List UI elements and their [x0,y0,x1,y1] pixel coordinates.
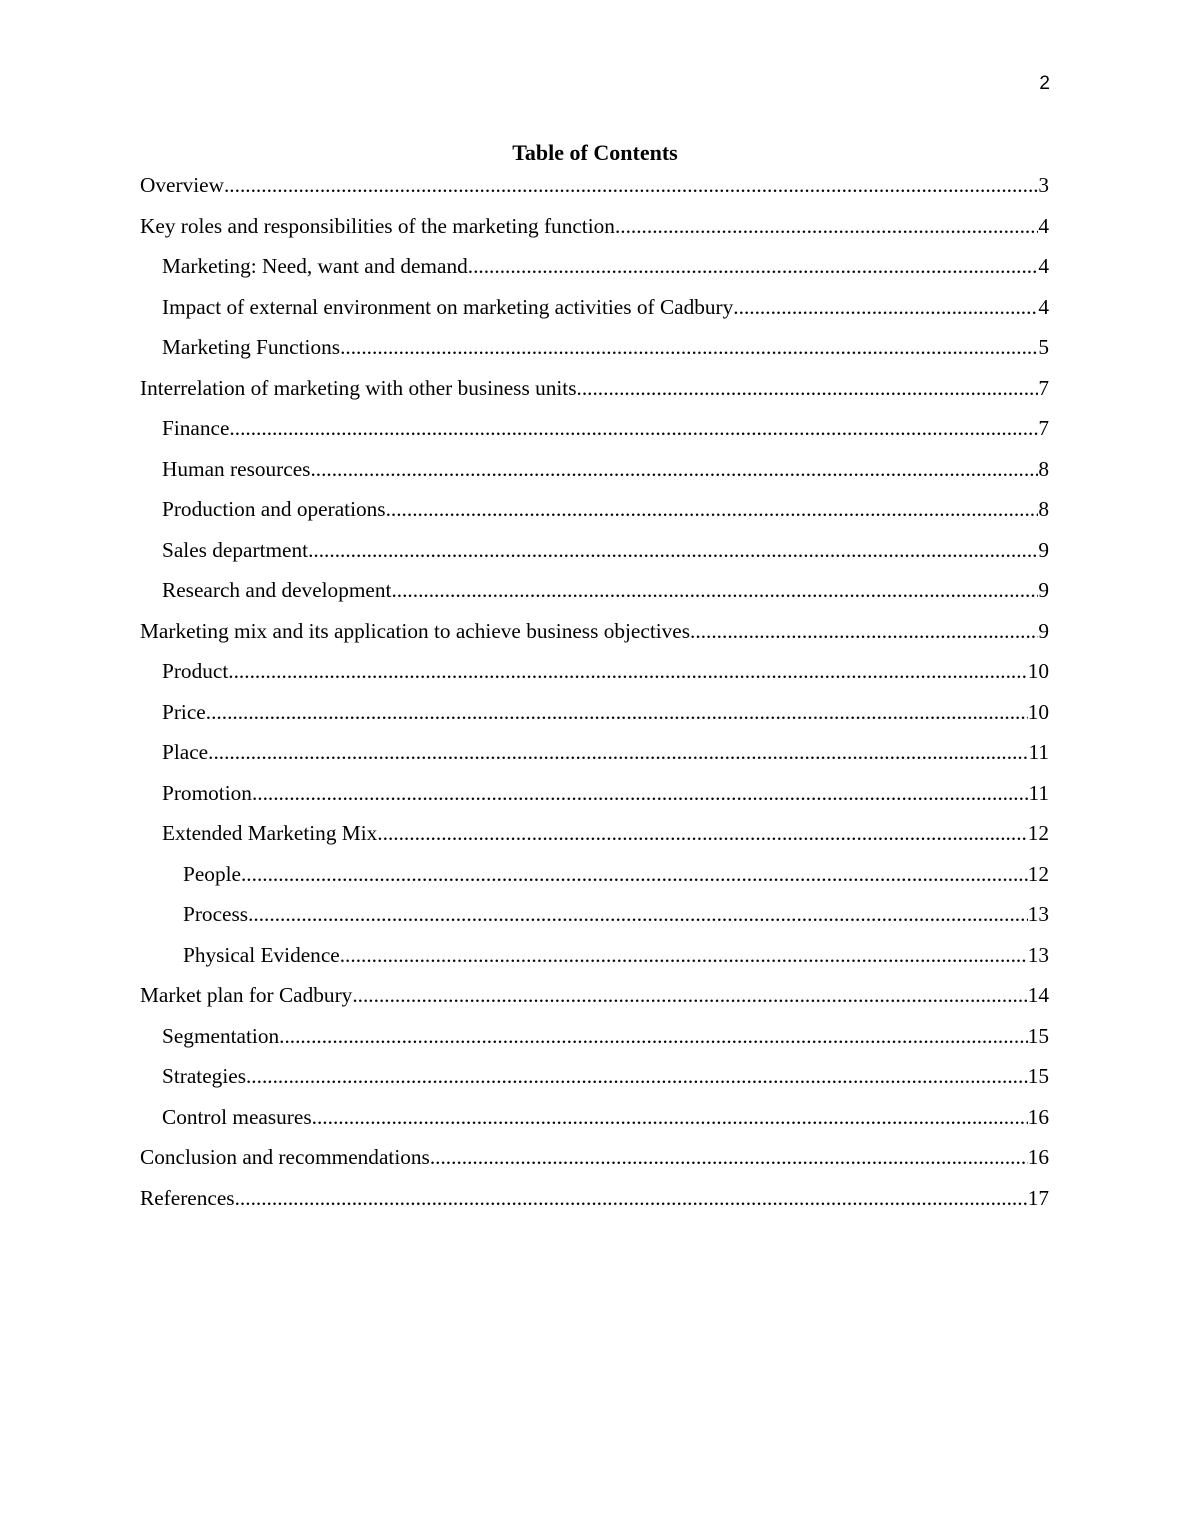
toc-entry-link[interactable] [183,900,1049,928]
toc-dot-leader [241,860,1028,888]
toc-entry-page-number: 15 [1027,1023,1049,1048]
toc-entry-link[interactable] [162,333,1049,361]
toc-entry-link[interactable] [140,981,1049,1009]
toc-entry-page-number: 11 [1028,780,1049,805]
toc-entry-link[interactable] [162,698,1049,726]
toc-dot-leader [468,252,1039,280]
toc-entry-link[interactable] [140,1184,1049,1212]
toc-entry-text: References [140,1185,235,1210]
toc-dot-leader [340,333,1038,361]
toc-entry[interactable] [140,819,1049,860]
toc-entry-link[interactable] [162,455,1049,483]
toc-entry-link[interactable] [162,657,1049,685]
toc-dot-leader [208,738,1028,766]
toc-entry-page-number: 8 [1038,456,1049,481]
toc-entry[interactable] [140,657,1049,698]
toc-entry-link[interactable] [162,293,1049,321]
toc-entry[interactable] [140,1022,1049,1063]
toc-entry-page-number: 4 [1038,254,1049,278]
toc-entry-text: Control measures [162,1104,312,1129]
toc-entry[interactable] [140,495,1049,536]
toc-dot-leader [246,1062,1028,1090]
toc-entry-text: Sales department [162,537,309,562]
toc-entry-text: Strategies [162,1064,246,1088]
toc-entry-link[interactable] [162,1062,1049,1090]
toc-dot-leader [430,1143,1028,1171]
toc-entry[interactable] [140,617,1049,658]
toc-dot-leader [279,1022,1028,1050]
toc-dot-leader [310,455,1038,483]
toc-entry-text: Price [162,699,206,724]
toc-entry-page-number: 4 [1038,294,1049,319]
toc-entry-text: Process [183,902,249,926]
toc-entry-page-number: 13 [1027,902,1049,926]
toc-entry-link[interactable] [140,617,1049,645]
toc-entry[interactable] [140,252,1049,293]
toc-entry-page-number: 4 [1038,213,1049,238]
toc-entry-text: Segmentation [162,1023,280,1048]
toc-entry-text: Interrelation of marketing with other business units [140,375,577,400]
toc-dot-leader [733,293,1038,321]
toc-entry-text: Impact of external environment on marketing activities of Cadbury [162,294,734,319]
toc-entry[interactable] [140,333,1049,374]
toc-entry-text: Promotion [162,780,252,805]
toc-entry[interactable] [140,900,1049,941]
toc-entry-link[interactable] [183,860,1049,888]
toc-entry[interactable] [140,293,1049,334]
toc-entry[interactable] [140,1062,1049,1103]
toc-entry-page-number: 10 [1027,659,1049,683]
toc-entry-text: Product [162,659,229,683]
toc-dot-leader [312,1103,1028,1131]
toc-dot-leader [340,941,1028,969]
toc-dot-leader [206,698,1028,726]
toc-entry-page-number: 7 [1038,375,1049,400]
toc-entry-page-number: 9 [1038,618,1049,643]
toc-entry-page-number: 17 [1027,1185,1049,1210]
toc-dot-leader [352,981,1027,1009]
toc-entry[interactable] [140,1184,1049,1225]
table-of-contents [140,171,1049,1224]
toc-entry-page-number: 11 [1028,740,1049,764]
toc-entry-link[interactable] [140,374,1049,402]
toc-entry[interactable] [140,536,1049,577]
toc-entry-link[interactable] [162,819,1049,847]
toc-dot-leader [391,576,1038,604]
toc-entry-text: Overview [140,173,224,197]
toc-entry-link[interactable] [162,779,1049,807]
toc-entry-page-number: 9 [1038,578,1049,602]
toc-entry-link[interactable] [162,1103,1049,1131]
toc-entry-text: People [183,861,241,886]
toc-entry-text: Finance [162,416,230,440]
toc-entry-page-number: 14 [1027,983,1049,1007]
toc-entry-page-number: 10 [1027,699,1049,724]
toc-entry-text: Marketing: Need, want and demand [162,254,468,278]
toc-entry-text: Conclusion and recommendations [140,1145,430,1169]
toc-entry-link[interactable] [162,738,1049,766]
toc-entry-text: Human resources [162,456,311,481]
toc-entry[interactable] [140,455,1049,496]
toc-entry-page-number: 16 [1027,1104,1049,1129]
toc-entry-text: Physical Evidence [183,942,340,967]
page-number: 2 [1039,73,1050,94]
toc-entry[interactable] [140,1103,1049,1144]
toc-dot-leader [224,171,1038,199]
toc-dot-leader [377,819,1027,847]
toc-entry-page-number: 5 [1038,335,1049,359]
toc-entry[interactable] [140,779,1049,820]
toc-entry-link[interactable] [140,171,1049,199]
toc-entry-link[interactable] [162,495,1049,523]
toc-entry-page-number: 16 [1027,1145,1049,1169]
toc-entry-link[interactable] [162,536,1049,564]
toc-entry-link[interactable] [140,212,1049,240]
toc-dot-leader [308,536,1038,564]
toc-entry-text: Production and operations [162,497,386,521]
toc-entry-link[interactable] [140,1143,1049,1171]
toc-entry[interactable] [140,374,1049,415]
toc-entry-page-number: 15 [1027,1064,1049,1088]
toc-entry-page-number: 8 [1038,497,1049,521]
toc-entry-page-number: 7 [1038,416,1049,440]
toc-entry[interactable] [140,576,1049,617]
toc-dot-leader [228,657,1027,685]
toc-entry-link[interactable] [162,414,1049,442]
toc-entry-page-number: 12 [1027,861,1049,886]
toc-entry-text: Extended Marketing Mix [162,821,378,845]
toc-entry[interactable] [140,738,1049,779]
toc-dot-leader [248,900,1028,928]
toc-entry[interactable] [140,981,1049,1022]
toc-dot-leader [229,414,1038,442]
toc-entry-page-number: 9 [1038,537,1049,562]
toc-entry-text: Place [162,740,209,764]
toc-title: Table of Contents [512,140,678,165]
toc-entry-page-number: 3 [1038,173,1049,197]
toc-entry[interactable] [140,414,1049,455]
toc-entry[interactable] [140,1143,1049,1184]
toc-entry[interactable] [140,698,1049,739]
toc-entry-page-number: 13 [1027,942,1049,967]
toc-entry[interactable] [140,860,1049,901]
toc-dot-leader [577,374,1039,402]
toc-entry-text: Key roles and responsibilities of the marketing function [140,213,615,238]
toc-dot-leader [386,495,1039,523]
toc-entry[interactable] [140,941,1049,982]
toc-entry-link[interactable] [183,941,1049,969]
toc-entry-text: Marketing Functions [162,335,341,359]
toc-dot-leader [615,212,1038,240]
toc-entry-link[interactable] [162,576,1049,604]
toc-entry[interactable] [140,171,1049,212]
toc-entry-text: Research and development [162,578,392,602]
toc-dot-leader [235,1184,1028,1212]
toc-entry-text: Marketing mix and its application to achieve business objectives [140,618,691,643]
toc-dot-leader [252,779,1029,807]
toc-dot-leader [690,617,1038,645]
toc-entry[interactable] [140,212,1049,253]
toc-entry-page-number: 12 [1027,821,1049,845]
toc-entry-text: Market plan for Cadbury [140,983,353,1007]
toc-entry-link[interactable] [162,1022,1049,1050]
toc-entry-link[interactable] [162,252,1049,280]
